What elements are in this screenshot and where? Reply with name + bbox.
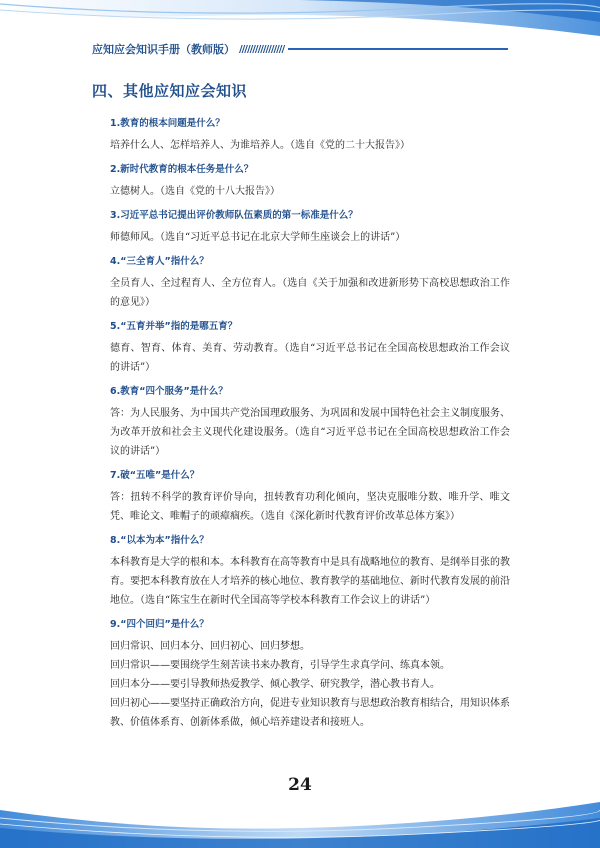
question: 1.教育的根本问题是什么？ bbox=[110, 118, 225, 129]
question: 2.新时代教育的根本任务是什么？ bbox=[110, 164, 254, 175]
answer: 全员育人、全过程育人、全方位育人。（选自《关于加强和改进新形势下高校思想政治工作的意见》） bbox=[110, 278, 510, 308]
qa-item bbox=[110, 469, 510, 526]
answer: 回归初心——要坚持正确政治方向，促进专业知识教育与思想政治教育相结合，用知识体系教、价值体系育、创新体系做，倾心培养建设者和接班人。 bbox=[110, 698, 510, 728]
qa-item bbox=[110, 320, 510, 377]
header-slash-decoration: ///////////////// bbox=[239, 43, 285, 55]
header-rule bbox=[288, 48, 508, 50]
answer: 师德师风。（选自“习近平总书记在北京大学师生座谈会上的讲话”） bbox=[110, 232, 406, 243]
question: 6.教育“四个服务”是什么？ bbox=[110, 386, 228, 397]
qa-item bbox=[110, 255, 510, 312]
answer: 回归本分——要引导教师热爱教学、倾心教学、研究教学，潜心教书育人。 bbox=[110, 679, 440, 690]
answer: 答：为人民服务、为中国共产党治国理政服务、为巩固和发展中国特色社会主义制度服务、为改革开放和社会主义现代化建设服务。（选自“习近平总书记在全国高校思想政治工作会议的讲话”） bbox=[110, 408, 510, 457]
answer: 回归常识——要围绕学生刻苦读书来办教育，引导学生求真学问、练真本领。 bbox=[110, 660, 450, 671]
question: 8.“以本为本”指什么？ bbox=[110, 535, 209, 546]
question: 9.“四个回归”是什么？ bbox=[110, 619, 209, 630]
qa-list bbox=[110, 117, 510, 740]
bottom-decorative-band bbox=[0, 788, 600, 848]
qa-item bbox=[110, 209, 510, 247]
page-number: 24 bbox=[288, 775, 312, 795]
bottom-wave-graphic bbox=[0, 788, 600, 848]
answer: 回归常识、回归本分、回归初心、回归梦想。 bbox=[110, 641, 310, 652]
question: 3.习近平总书记提出评价教师队伍素质的第一标准是什么？ bbox=[110, 210, 358, 221]
qa-item bbox=[110, 163, 510, 201]
answer: 德育、智育、体育、美育、劳动教育。（选自“习近平总书记在全国高校思想政治工作会议的讲话”） bbox=[110, 343, 510, 373]
question: 4.“三全育人”指什么？ bbox=[110, 256, 209, 267]
header-title: 应知应会知识手册（教师版） bbox=[92, 43, 235, 56]
answer: 本科教育是大学的根和本。本科教育在高等教育中是具有战略地位的教育、是纲举目张的教育。要把本科教育放在人才培养的核心地位、教育教学的基础地位、新时代教育发展的前沿地位。（选自“陈宝生在新时代全国高等学校本科教育工作会议上的讲话”） bbox=[110, 557, 510, 606]
section-title: 四、其他应知应会知识 bbox=[92, 82, 248, 100]
qa-item bbox=[110, 618, 510, 732]
qa-item bbox=[110, 385, 510, 461]
answer: 立德树人。（选自《党的十八大报告》） bbox=[110, 186, 280, 197]
top-wave-graphic bbox=[0, 0, 600, 40]
question: 5.“五育并举”指的是哪五育？ bbox=[110, 321, 238, 332]
qa-item bbox=[110, 534, 510, 610]
top-decorative-band bbox=[0, 0, 600, 40]
running-header bbox=[92, 40, 508, 58]
question: 7.破“五唯”是什么？ bbox=[110, 470, 200, 481]
qa-item bbox=[110, 117, 510, 155]
answer: 答：扭转不科学的教育评价导向，扭转教育功利化倾向，坚决克服唯分数、唯升学、唯文凭、唯论文、唯帽子的顽瘴痼疾。（选自《深化新时代教育评价改革总体方案》） bbox=[110, 492, 510, 522]
answer: 培养什么人、怎样培养人、为谁培养人。（选自《党的二十大报告》） bbox=[110, 140, 410, 151]
